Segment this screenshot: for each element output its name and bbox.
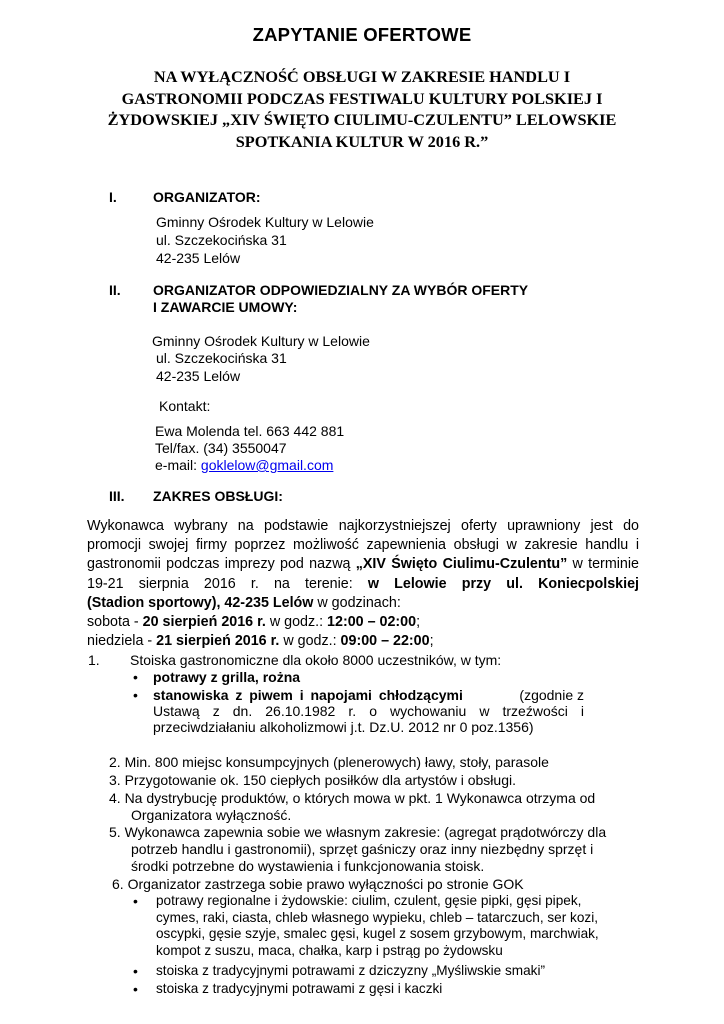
- bullet-icon: •: [133, 669, 138, 685]
- item-4-cont: Organizatora wyłączność.: [131, 807, 292, 823]
- section-3-heading: ZAKRES OBSŁUGI:: [153, 488, 283, 504]
- subtitle-line: ŻYDOWSKIEJ „XIV ŚWIĘTO CIULIMU-CZULENTU” LELOWSKIE: [107, 110, 617, 129]
- paragraph-line: gastronomii podczas imprezy pod nazwą „XIV Święto Ciulimu-Czulentu” w terminie: [87, 556, 639, 573]
- item-3: 3. Przygotowanie ok. 150 ciepłych posiłków dla artystów i obsługi.: [109, 772, 516, 788]
- item-6: 6. Organizator zastrzega sobie prawo wyłączności po stronie GOK: [112, 876, 524, 892]
- organizer-city: 42-235 Lelów: [156, 250, 241, 266]
- item-4: 4. Na dystrybucję produktów, o których mowa w pkt. 1 Wykonawca otrzyma od: [109, 790, 596, 806]
- responsible-city: 42-235 Lelów: [156, 368, 241, 384]
- contact-person: Ewa Molenda tel. 663 442 881: [155, 423, 345, 439]
- section-2-heading-cont: I ZAWARCIE UMOWY:: [153, 299, 298, 315]
- responsible-street: ul. Szczekocińska 31: [156, 350, 287, 366]
- item-1-text: Stoiska gastronomiczne dla około 8000 uczestników, w tym:: [130, 652, 502, 668]
- subtitle-line: GASTRONOMII PODCZAS FESTIWALU KULTURY POLSKIEJ I: [121, 88, 603, 108]
- bullet-icon: •: [133, 981, 138, 997]
- email-label: e-mail:: [155, 457, 201, 473]
- scope-paragraph: [87, 517, 639, 651]
- item-5: 5. Wykonawca zapewnia sobie we własnym zakresie: (agregat prądotwórczy dla: [109, 824, 607, 840]
- paragraph-line: promocji swojej firmy poprzez możliwość zapewnienia obsługi w zakresie handlu i: [87, 537, 639, 554]
- item-6-bullet-1: potrawy regionalne i żydowskie: ciulim, czulent, gęsie pipki, gęsi pipek, cymes, raki, ciasta, chleb własnego wypieku, chleb – tatarczuch, ser kozi, oscypki, gęsie szyje, smalec gęsi, kugel z sosem grzybowym, marchwiak, kompot z suszu, maca, chałka, karp i pstrąg po żydowsku: [156, 893, 599, 958]
- item-5-cont: środki potrzebne do wystawienia i funkcjonowania stoisk.: [131, 858, 485, 874]
- paragraph-line: (Stadion sportowy), 42-235 Lelów w godzinach:: [87, 594, 401, 611]
- section-2-number: II.: [109, 282, 121, 298]
- section-2-heading: ORGANIZATOR ODPOWIEDZIALNY ZA WYBÓR OFERTY: [153, 282, 529, 298]
- item-1-bullet-2: stanowiska z piwem i napojami chłodzącymi (zgodnie z Ustawą z dn. 26.10.1982 r. o wychowaniu w trzeźwości i przeciwdziałaniu alkoholizmowi j.t. Dz.U. 2012 nr 0 poz.1356): [153, 687, 584, 735]
- item-1-bullet-1: potrawy z grilla, rożna: [153, 669, 301, 685]
- section-3-number: III.: [109, 488, 125, 504]
- document-subtitle: [60, 66, 664, 152]
- paragraph-line: Wykonawca wybrany na podstawie najkorzystniejszej oferty uprawniony jest do: [87, 518, 639, 534]
- section-1-heading: ORGANIZATOR:: [153, 189, 261, 205]
- sunday-hours: niedziela - 21 sierpień 2016 r. w godz.: 09:00 – 22:00;: [87, 633, 434, 650]
- organizer-street: ul. Szczekocińska 31: [156, 232, 287, 248]
- contact-fax: Tel/fax. (34) 3550047: [155, 440, 287, 456]
- paragraph-line: 19-21 sierpnia 2016 r. na terenie: w Lelowie przy ul. Koniecpolskiej: [87, 575, 639, 592]
- bullet-icon: •: [133, 893, 138, 909]
- organizer-name: Gminny Ośrodek Kultury w Lelowie: [156, 214, 374, 230]
- responsible-name: Gminny Ośrodek Kultury w Lelowie: [152, 333, 370, 349]
- bullet-icon: •: [133, 963, 138, 979]
- item-1-number: 1.: [88, 652, 100, 668]
- subtitle-line: NA WYŁĄCZNOŚĆ OBSŁUGI W ZAKRESIE HANDLU I: [153, 67, 571, 86]
- saturday-hours: sobota - 20 sierpień 2016 r. w godz.: 12:00 – 02:00;: [87, 613, 421, 630]
- contact-label: Kontakt:: [159, 398, 211, 414]
- document-title: ZAPYTANIE OFERTOWE: [252, 24, 472, 45]
- section-1-number: I.: [109, 189, 117, 205]
- bullet-icon: •: [133, 687, 138, 703]
- subtitle-line: SPOTKANIA KULTUR W 2016 R.”: [235, 131, 489, 151]
- item-5-cont: potrzeb handlu i gastronomii), sprzęt gaśniczy oraz inny niezbędny sprzęt i: [131, 841, 594, 857]
- email-link[interactable]: goklelow@gmail.com: [200, 457, 334, 473]
- contact-email-row: [155, 457, 333, 473]
- item-6-bullet-3: stoiska z tradycyjnymi potrawami z gęsi i kaczki: [156, 981, 443, 996]
- item-6-bullet-2: stoiska z tradycyjnymi potrawami z dziczyzny „Myśliwskie smaki”: [156, 963, 546, 978]
- item-2: 2. Min. 800 miejsc konsumpcyjnych (plenerowych) ławy, stoły, parasole: [109, 754, 549, 770]
